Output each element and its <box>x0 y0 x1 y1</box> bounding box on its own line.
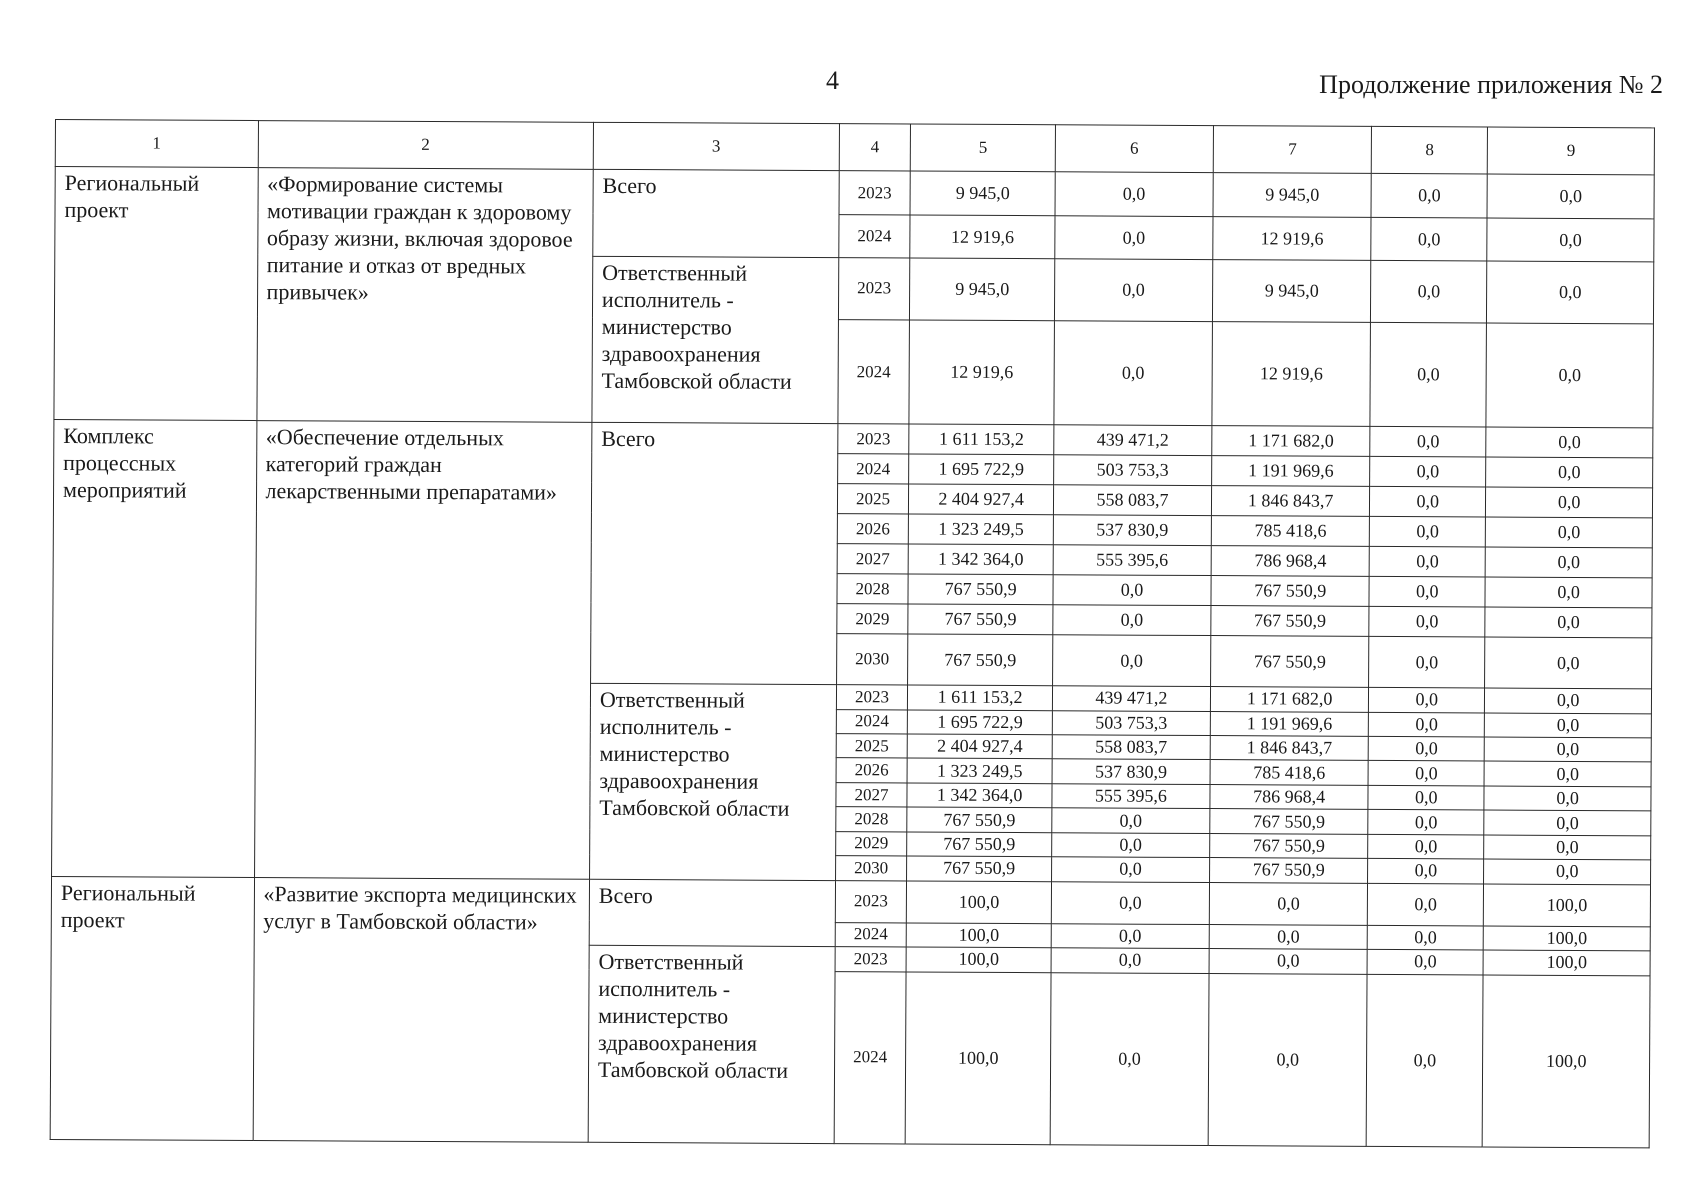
year-cell: 2023 <box>837 424 909 454</box>
amount-cell: 9 945,0 <box>910 171 1055 216</box>
year-cell: 2024 <box>835 922 907 947</box>
year-cell: 2028 <box>835 807 907 832</box>
page-number: 4 <box>826 66 839 95</box>
amount-cell: 767 550,9 <box>907 856 1052 881</box>
amount-cell: 537 830,9 <box>1053 515 1211 546</box>
amount-cell: 0,0 <box>1484 786 1651 811</box>
amount-cell: 0,0 <box>1371 260 1487 323</box>
year-cell: 2026 <box>836 758 908 783</box>
column-header: 1 <box>55 120 258 168</box>
year-cell: 2023 <box>839 171 911 216</box>
amount-cell: 12 919,6 <box>1212 321 1371 426</box>
column-header: 8 <box>1372 126 1488 174</box>
amount-cell: 0,0 <box>1055 216 1213 259</box>
funding-group-cell: Ответственный исполнитель - министерство здравоохранения Тамбовской области <box>589 683 836 880</box>
amount-cell: 1 846 843,7 <box>1210 736 1368 761</box>
amount-cell: 0,0 <box>1486 457 1653 488</box>
amount-cell: 0,0 <box>1484 835 1651 860</box>
amount-cell: 0,0 <box>1369 607 1485 638</box>
amount-cell: 0,0 <box>1050 972 1209 1145</box>
column-header: 9 <box>1488 127 1655 175</box>
amount-cell: 0,0 <box>1485 547 1652 578</box>
amount-cell: 0,0 <box>1369 636 1485 688</box>
amount-cell: 0,0 <box>1051 857 1209 882</box>
amount-cell: 0,0 <box>1368 883 1484 926</box>
amount-cell: 100,0 <box>1484 884 1651 927</box>
year-cell: 2023 <box>835 947 907 972</box>
column-header: 6 <box>1055 125 1213 173</box>
amount-cell: 0,0 <box>1052 832 1210 857</box>
amount-cell: 0,0 <box>1486 487 1653 518</box>
amount-cell: 100,0 <box>907 881 1052 924</box>
amount-cell: 0,0 <box>1368 761 1484 786</box>
amount-cell: 0,0 <box>1052 808 1210 833</box>
section-type-cell: Региональный проект <box>54 167 258 421</box>
amount-cell: 0,0 <box>1485 577 1652 608</box>
column-header: 5 <box>911 124 1056 172</box>
amount-cell: 767 550,9 <box>907 807 1052 832</box>
amount-cell: 100,0 <box>1482 975 1650 1148</box>
year-cell: 2027 <box>836 782 908 807</box>
amount-cell: 785 418,6 <box>1210 760 1368 785</box>
amount-cell: 0,0 <box>1368 810 1484 835</box>
header-row <box>55 120 1654 175</box>
amount-cell: 0,0 <box>1208 973 1367 1146</box>
year-cell: 2029 <box>836 604 908 634</box>
amount-cell: 1 695 722,9 <box>909 454 1054 485</box>
amount-cell: 0,0 <box>1368 785 1484 810</box>
amount-cell: 439 471,2 <box>1054 425 1212 456</box>
amount-cell: 1 695 722,9 <box>908 710 1053 735</box>
amount-cell: 0,0 <box>1370 427 1486 458</box>
amount-cell: 786 968,4 <box>1210 784 1368 809</box>
amount-cell: 0,0 <box>1054 258 1213 321</box>
amount-cell: 767 550,9 <box>1211 576 1369 607</box>
column-header: 2 <box>258 121 594 170</box>
amount-cell: 100,0 <box>1483 950 1650 975</box>
year-cell: 2024 <box>834 971 907 1144</box>
amount-cell: 0,0 <box>1371 218 1487 261</box>
amount-cell: 0,0 <box>1485 688 1652 713</box>
amount-cell: 0,0 <box>1485 607 1652 638</box>
section-name-cell: «Развитие экспорта медицинских услуг в Тамбовской области» <box>253 877 590 1142</box>
funding-group-cell: Всего <box>593 169 839 257</box>
amount-cell: 0,0 <box>1366 974 1483 1147</box>
amount-cell: 0,0 <box>1484 859 1651 884</box>
amount-cell: 1 323 249,5 <box>909 514 1054 545</box>
amount-cell: 0,0 <box>1370 487 1486 518</box>
amount-cell: 0,0 <box>1209 882 1367 925</box>
amount-cell: 767 550,9 <box>907 832 1052 857</box>
amount-cell: 0,0 <box>1367 925 1483 950</box>
table-row <box>55 167 1654 220</box>
amount-cell: 1 611 153,2 <box>908 685 1053 710</box>
amount-cell: 558 083,7 <box>1053 485 1211 516</box>
funding-group-cell: Ответственный исполнитель - министерство здравоохранения Тамбовской области <box>588 945 835 1143</box>
amount-cell: 0,0 <box>1486 323 1653 428</box>
amount-cell: 12 919,6 <box>910 215 1055 258</box>
amount-cell: 0,0 <box>1051 948 1209 973</box>
amount-cell: 1 846 843,7 <box>1212 486 1370 517</box>
amount-cell: 0,0 <box>1209 924 1367 949</box>
amount-cell: 0,0 <box>1369 688 1485 713</box>
amount-cell: 0,0 <box>1487 218 1654 261</box>
amount-cell: 9 945,0 <box>910 258 1055 321</box>
amount-cell: 767 550,9 <box>1210 858 1368 883</box>
amount-cell: 0,0 <box>1487 261 1654 324</box>
section-type-cell: Региональный проект <box>50 876 254 1140</box>
amount-cell: 0,0 <box>1053 605 1211 636</box>
amount-cell: 503 753,3 <box>1052 710 1210 735</box>
amount-cell: 0,0 <box>1370 517 1486 548</box>
appendix-continuation-label: Продолжение приложения № 2 <box>1319 70 1663 99</box>
amount-cell: 0,0 <box>1368 859 1484 884</box>
amount-cell: 100,0 <box>907 923 1052 948</box>
section-type-cell: Комплекс процессных мероприятий <box>52 420 257 877</box>
amount-cell: 100,0 <box>906 947 1051 972</box>
amount-cell: 0,0 <box>1051 881 1209 924</box>
amount-cell: 0,0 <box>1486 427 1653 458</box>
year-cell: 2024 <box>838 319 910 424</box>
year-cell: 2024 <box>836 709 908 734</box>
amount-cell: 1 323 249,5 <box>907 758 1052 783</box>
amount-cell: 537 830,9 <box>1052 759 1210 784</box>
year-cell: 2023 <box>836 685 908 710</box>
amount-cell: 1 342 364,0 <box>907 783 1052 808</box>
table-row <box>51 876 1650 927</box>
amount-cell: 503 753,3 <box>1053 455 1211 486</box>
amount-cell: 1 171 682,0 <box>1210 687 1368 712</box>
year-cell: 2026 <box>837 514 909 544</box>
amount-cell: 12 919,6 <box>1213 217 1371 260</box>
year-cell: 2024 <box>837 454 909 484</box>
amount-cell: 0,0 <box>1484 737 1651 762</box>
year-cell: 2024 <box>838 215 910 258</box>
amount-cell: 1 191 969,6 <box>1212 456 1370 487</box>
amount-cell: 555 395,6 <box>1053 545 1211 576</box>
year-cell: 2030 <box>836 634 908 685</box>
amount-cell: 2 404 927,4 <box>908 734 1053 759</box>
amount-cell: 0,0 <box>1370 322 1487 427</box>
amount-cell: 767 550,9 <box>1211 606 1369 637</box>
funding-group-cell: Ответственный исполнитель - министерство здравоохранения Тамбовской области <box>592 256 839 424</box>
section-name-cell: «Формирование системы мотивации граждан к здоровому образу жизни, включая здоровое питание и отказ от вредных привычек» <box>256 168 593 423</box>
amount-cell: 0,0 <box>1484 761 1651 786</box>
year-cell: 2023 <box>838 257 910 320</box>
amount-cell: 785 418,6 <box>1211 516 1369 547</box>
amount-cell: 0,0 <box>1370 457 1486 488</box>
amount-cell: 0,0 <box>1053 575 1211 606</box>
amount-cell: 1 611 153,2 <box>909 424 1054 455</box>
amount-cell: 1 171 682,0 <box>1212 426 1370 457</box>
amount-cell: 0,0 <box>1054 321 1213 426</box>
amount-cell: 0,0 <box>1486 517 1653 548</box>
amount-cell: 767 550,9 <box>1211 636 1369 688</box>
amount-cell: 439 471,2 <box>1052 686 1210 711</box>
amount-cell: 0,0 <box>1369 547 1485 578</box>
year-cell: 2029 <box>835 831 907 856</box>
year-cell: 2030 <box>835 856 907 881</box>
amount-cell: 0,0 <box>1487 174 1654 219</box>
amount-cell: 9 945,0 <box>1213 173 1371 218</box>
year-cell: 2025 <box>836 734 908 759</box>
funding-group-cell: Всего <box>590 423 837 685</box>
amount-cell: 767 550,9 <box>908 574 1053 605</box>
amount-cell: 767 550,9 <box>908 634 1053 686</box>
amount-cell: 2 404 927,4 <box>909 484 1054 515</box>
amount-cell: 0,0 <box>1371 173 1487 218</box>
amount-cell: 1 342 364,0 <box>909 544 1054 575</box>
year-cell: 2025 <box>837 484 909 514</box>
amount-cell: 767 550,9 <box>1210 833 1368 858</box>
amount-cell: 555 395,6 <box>1052 784 1210 809</box>
amount-cell: 1 191 969,6 <box>1210 711 1368 736</box>
amount-cell: 0,0 <box>1367 950 1483 975</box>
amount-cell: 0,0 <box>1369 712 1485 737</box>
year-cell: 2028 <box>837 574 909 604</box>
amount-cell: 0,0 <box>1368 736 1484 761</box>
column-header: 7 <box>1213 126 1371 174</box>
year-cell: 2023 <box>835 880 907 923</box>
table-body <box>50 167 1654 1148</box>
amount-cell: 0,0 <box>1485 713 1652 738</box>
amount-cell: 0,0 <box>1051 923 1209 948</box>
amount-cell: 767 550,9 <box>1210 809 1368 834</box>
column-header: 3 <box>593 122 839 170</box>
amount-cell: 100,0 <box>1483 926 1650 951</box>
amount-cell: 0,0 <box>1485 637 1652 689</box>
section-name-cell: «Обеспечение отдельных категорий граждан лекарственными препаратами» <box>254 421 592 879</box>
amount-cell: 12 919,6 <box>909 320 1054 425</box>
amount-cell: 0,0 <box>1368 834 1484 859</box>
amount-cell: 558 083,7 <box>1052 735 1210 760</box>
amount-cell: 0,0 <box>1055 172 1213 217</box>
amount-cell: 786 968,4 <box>1211 546 1369 577</box>
funding-group-cell: Всего <box>589 879 835 947</box>
amount-cell: 9 945,0 <box>1213 259 1372 322</box>
amount-cell: 0,0 <box>1484 810 1651 835</box>
amount-cell: 767 550,9 <box>908 604 1053 635</box>
amount-cell: 0,0 <box>1052 635 1210 687</box>
amount-cell: 100,0 <box>906 972 1051 1145</box>
budget-table <box>50 119 1655 1148</box>
amount-cell: 0,0 <box>1369 577 1485 608</box>
column-header: 4 <box>839 124 911 171</box>
year-cell: 2027 <box>837 544 909 574</box>
amount-cell: 0,0 <box>1209 949 1367 974</box>
